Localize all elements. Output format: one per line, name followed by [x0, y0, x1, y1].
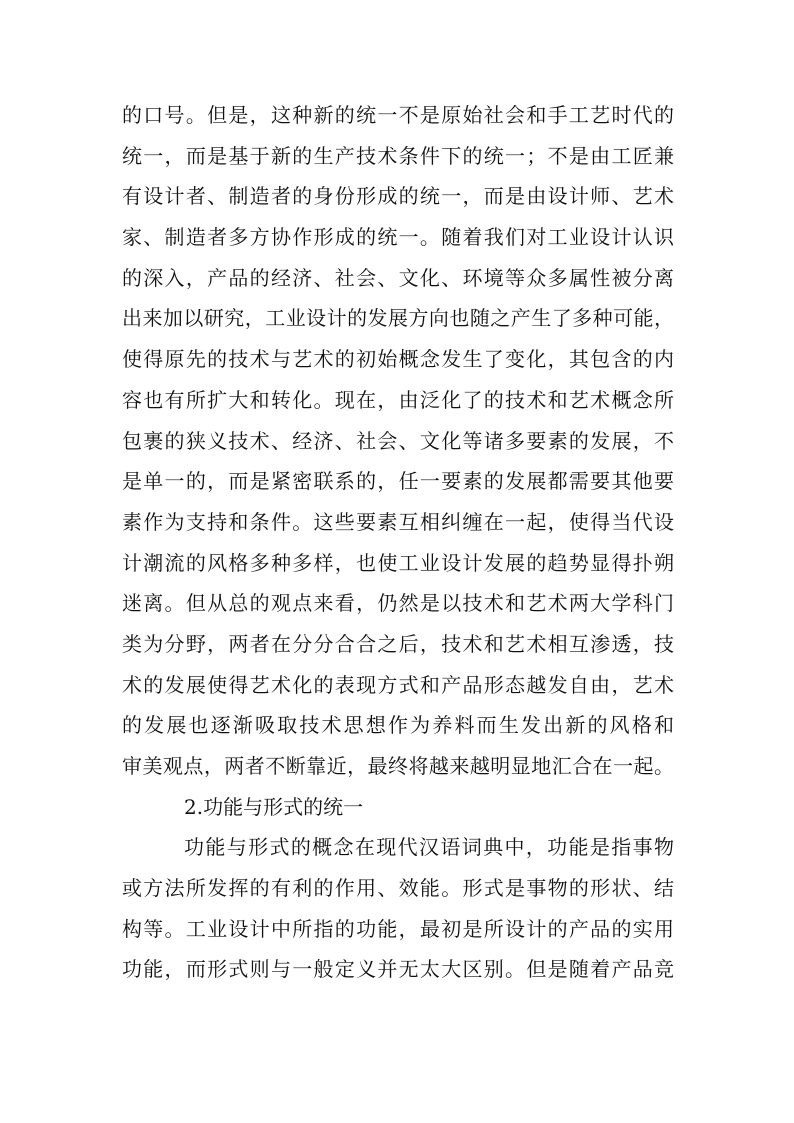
text-line: 构等。工业设计中所指的功能，最初是所设计的产品的实用 — [122, 916, 674, 941]
text-line: 计潮流的风格多种多样，也使工业设计发展的趋势显得扑朔 — [122, 550, 674, 575]
text-line: 出来加以研究，工业设计的发展方向也随之产生了多种可能， — [122, 306, 674, 331]
text-line: 容也有所扩大和转化。现在，由泛化了的技术和艺术概念所 — [122, 387, 674, 412]
body-text — [122, 95, 674, 990]
text-line: 审美观点，两者不断靠近，最终将越来越明显地汇合在一起。 — [122, 754, 674, 778]
text-line: 的口号。但是，这种新的统一不是原始社会和手工艺时代的 — [122, 103, 674, 127]
text-line: 家、制造者多方协作形成的统一。随着我们对工业设计认识 — [122, 225, 674, 250]
text-line: 统一，而是基于新的生产技术条件下的统一；不是由工匠兼 — [122, 143, 674, 168]
text-line: 术的发展使得艺术化的表现方式和产品形态越发自由，艺术 — [122, 672, 674, 697]
text-line: 类为分野，两者在分分合合之后，技术和艺术相互渗透，技 — [122, 631, 674, 656]
text-line: 素作为支持和条件。这些要素互相纠缠在一起，使得当代设 — [122, 509, 674, 534]
text-line: 是单一的，而是紧密联系的，任一要素的发展都需要其他要 — [122, 469, 674, 494]
text-line: 使得原先的技术与艺术的初始概念发生了变化，其包含的内 — [122, 347, 674, 372]
text-line: 功能，而形式则与一般定义并无太大区别。但是随着产品竞 — [122, 957, 674, 982]
text-line: 包裹的狭义技术、经济、社会、文化等诸多要素的发展，不 — [122, 428, 674, 453]
text-line: 迷离。但从总的观点来看，仍然是以技术和艺术两大学科门 — [122, 591, 674, 616]
text-line: 的深入，产品的经济、社会、文化、环境等众多属性被分离 — [122, 265, 674, 290]
text-line: 有设计者、制造者的身份形成的统一，而是由设计师、艺术 — [122, 184, 674, 209]
text-line: 的发展也逐渐吸取技术思想作为养料而生发出新的风格和 — [122, 713, 674, 738]
text-line: 功能与形式的概念在现代汉语词典中，功能是指事物 — [184, 835, 674, 860]
text-line: 或方法所发挥的有利的作用、效能。形式是事物的形状、结 — [122, 876, 674, 901]
section-heading: 2.功能与形式的统一 — [184, 794, 364, 819]
